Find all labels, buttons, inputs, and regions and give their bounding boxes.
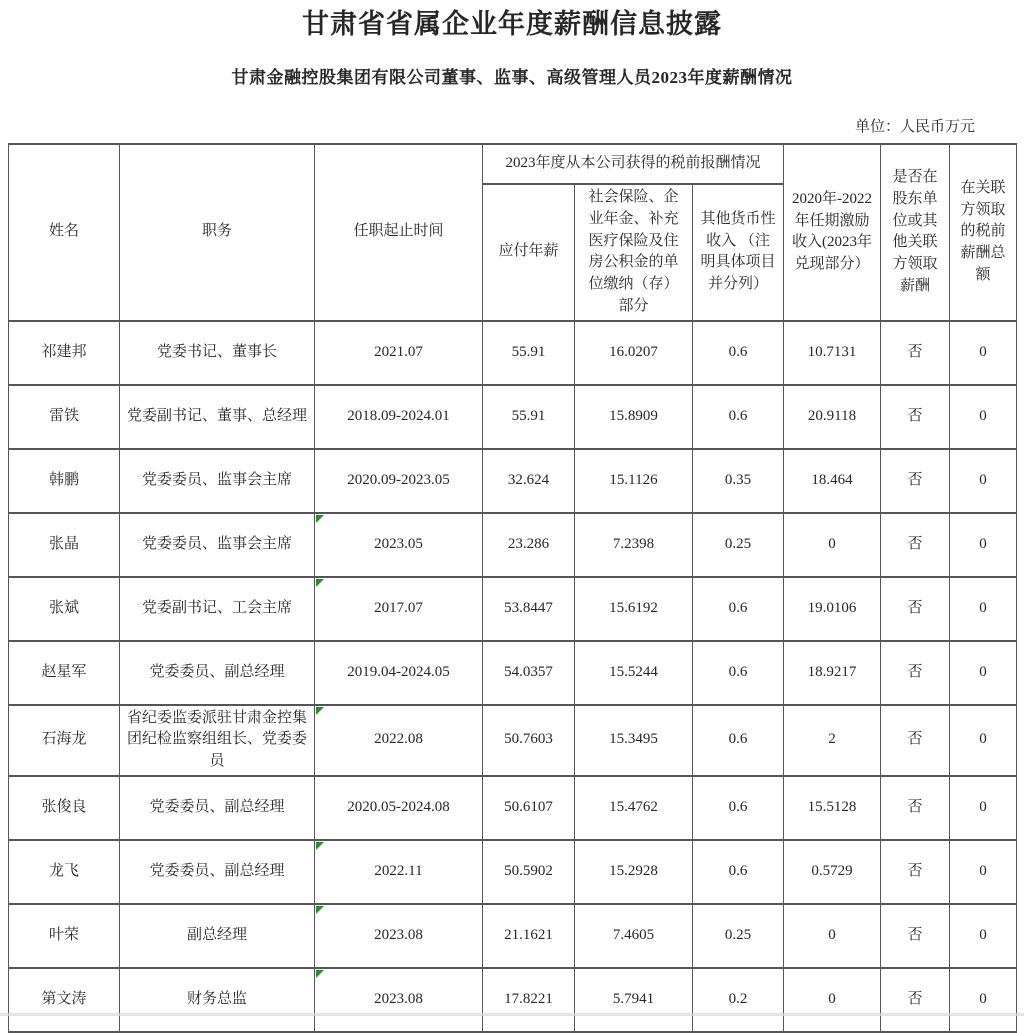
cell-insurance: 15.6192 xyxy=(575,577,693,641)
cell-position: 副总经理 xyxy=(120,904,315,968)
green-corner-icon xyxy=(316,906,324,914)
cell-related-flag: 否 xyxy=(881,705,950,776)
cell-name: 雷铁 xyxy=(9,385,120,449)
cell-position: 党委委员、副总经理 xyxy=(120,641,315,705)
cell-name: 叶荣 xyxy=(9,904,120,968)
cell-term-text: 2017.07 xyxy=(374,599,423,616)
cell-term-text: 2019.04-2024.05 xyxy=(347,663,450,680)
cell-related-total: 0 xyxy=(950,321,1017,385)
cell-insurance: 15.5244 xyxy=(575,641,693,705)
cell-position: 省纪委监委派驻甘肃金控集团纪检监察组组长、党委委员 xyxy=(120,705,315,776)
cell-salary: 21.1621 xyxy=(483,904,575,968)
cell-related-total: 0 xyxy=(950,385,1017,449)
unit-label: 单位：人民币万元 xyxy=(854,119,975,135)
header-term: 任职起止时间 xyxy=(315,144,483,321)
cell-name: 张俊良 xyxy=(9,776,120,840)
cell-other-income: 0.25 xyxy=(693,904,784,968)
table-body xyxy=(9,321,1017,1032)
cell-salary: 50.7603 xyxy=(483,705,575,776)
cell-name: 石海龙 xyxy=(9,705,120,776)
cell-related-flag: 否 xyxy=(881,641,950,705)
cell-position: 党委委员、监事会主席 xyxy=(120,449,315,513)
cell-related-total: 0 xyxy=(950,577,1017,641)
cell-related-total: 0 xyxy=(950,776,1017,840)
cell-other-income: 0.6 xyxy=(693,705,784,776)
cell-insurance: 7.2398 xyxy=(575,513,693,577)
cell-incentive: 0 xyxy=(784,513,881,577)
table-row xyxy=(9,641,1017,705)
cell-term xyxy=(315,904,483,968)
cell-insurance: 15.8909 xyxy=(575,385,693,449)
cell-name: 张晶 xyxy=(9,513,120,577)
cell-related-total: 0 xyxy=(950,904,1017,968)
green-corner-icon xyxy=(316,970,324,978)
cell-term xyxy=(315,776,483,840)
table-row xyxy=(9,705,1017,776)
cell-related-total: 0 xyxy=(950,840,1017,904)
cell-name: 龙飞 xyxy=(9,840,120,904)
cell-insurance: 15.2928 xyxy=(575,840,693,904)
cell-incentive: 0 xyxy=(784,968,881,1032)
cell-term-text: 2022.11 xyxy=(374,862,423,879)
cell-other-income: 0.6 xyxy=(693,641,784,705)
table-row xyxy=(9,904,1017,968)
cell-other-income: 0.6 xyxy=(693,840,784,904)
table-row xyxy=(9,321,1017,385)
cell-related-flag: 否 xyxy=(881,385,950,449)
cell-name: 韩鹏 xyxy=(9,449,120,513)
cell-term-text: 2022.08 xyxy=(374,731,423,748)
cell-position: 党委委员、副总经理 xyxy=(120,840,315,904)
green-corner-icon xyxy=(316,707,324,715)
cell-term xyxy=(315,968,483,1032)
header-name: 姓名 xyxy=(9,144,120,321)
cell-term xyxy=(315,385,483,449)
cell-name: 赵星军 xyxy=(9,641,120,705)
cell-related-flag: 否 xyxy=(881,776,950,840)
table-row xyxy=(9,776,1017,840)
table-row xyxy=(9,840,1017,904)
header-position: 职务 xyxy=(120,144,315,321)
cell-related-total: 0 xyxy=(950,449,1017,513)
green-corner-icon xyxy=(316,842,324,850)
header-insurance: 社会保险、企业年金、补充医疗保险及住房公积金的单位缴纳（存）部分 xyxy=(575,184,693,321)
header-related-total: 在关联方领取的税前薪酬总额 xyxy=(950,144,1017,321)
cell-term-text: 2020.09-2023.05 xyxy=(347,471,450,488)
cell-salary: 17.8221 xyxy=(483,968,575,1032)
cell-salary: 55.91 xyxy=(483,321,575,385)
cell-insurance: 7.4605 xyxy=(575,904,693,968)
cell-term xyxy=(315,513,483,577)
header-incentive: 2020年-2022年任期激励收入(2023年兑现部分） xyxy=(784,144,881,321)
cell-salary: 50.5902 xyxy=(483,840,575,904)
cell-term-text: 2023.08 xyxy=(374,926,423,943)
cell-related-flag: 否 xyxy=(881,840,950,904)
cell-incentive: 19.0106 xyxy=(784,577,881,641)
green-corner-icon xyxy=(316,579,324,587)
green-corner-icon xyxy=(316,515,324,523)
cell-incentive: 18.464 xyxy=(784,449,881,513)
cell-term xyxy=(315,705,483,776)
cell-position: 党委副书记、工会主席 xyxy=(120,577,315,641)
cell-salary: 32.624 xyxy=(483,449,575,513)
cell-term-text: 2021.07 xyxy=(374,343,423,360)
header-row-group xyxy=(9,144,1017,184)
table-header xyxy=(9,144,1017,321)
cell-related-total: 0 xyxy=(950,968,1017,1032)
cell-related-flag: 否 xyxy=(881,968,950,1032)
cell-other-income: 0.2 xyxy=(693,968,784,1032)
cell-term-text: 2023.05 xyxy=(374,535,423,552)
cell-insurance: 15.3495 xyxy=(575,705,693,776)
cell-position: 党委委员、副总经理 xyxy=(120,776,315,840)
cell-term-text: 2023.08 xyxy=(374,990,423,1007)
header-salary: 应付年薪 xyxy=(483,184,575,321)
cell-incentive: 20.9118 xyxy=(784,385,881,449)
cell-other-income: 0.35 xyxy=(693,449,784,513)
table-row xyxy=(9,449,1017,513)
cell-incentive: 15.5128 xyxy=(784,776,881,840)
cell-position: 党委副书记、董事、总经理 xyxy=(120,385,315,449)
cell-related-flag: 否 xyxy=(881,449,950,513)
page-subtitle: 甘肃金融控股集团有限公司董事、监事、高级管理人员2023年度薪酬情况 xyxy=(231,68,793,87)
cell-term xyxy=(315,641,483,705)
header-related-flag: 是否在股东单位或其他关联方领取薪酬 xyxy=(881,144,950,321)
cell-insurance: 15.4762 xyxy=(575,776,693,840)
header-other-income: 其他货币性收入 （注明具体项目并分列） xyxy=(693,184,784,321)
table-row xyxy=(9,577,1017,641)
table-row xyxy=(9,513,1017,577)
cell-related-total: 0 xyxy=(950,641,1017,705)
cell-salary: 53.8447 xyxy=(483,577,575,641)
cell-position: 党委书记、董事长 xyxy=(120,321,315,385)
cell-incentive: 0 xyxy=(784,904,881,968)
cell-name: 祁建邦 xyxy=(9,321,120,385)
cell-related-flag: 否 xyxy=(881,904,950,968)
header-2023-group: 2023年度从本公司获得的税前报酬情况 xyxy=(483,144,784,184)
cell-related-total: 0 xyxy=(950,705,1017,776)
page-title: 甘肃省省属企业年度薪酬信息披露 xyxy=(302,9,722,39)
cell-name: 第文涛 xyxy=(9,968,120,1032)
cell-insurance: 16.0207 xyxy=(575,321,693,385)
cell-other-income: 0.6 xyxy=(693,776,784,840)
cell-term xyxy=(315,840,483,904)
cell-incentive: 0.5729 xyxy=(784,840,881,904)
cell-related-total: 0 xyxy=(950,513,1017,577)
cell-incentive: 18.9217 xyxy=(784,641,881,705)
cell-salary: 50.6107 xyxy=(483,776,575,840)
cell-other-income: 0.6 xyxy=(693,385,784,449)
salary-table xyxy=(8,143,1017,1033)
cell-salary: 23.286 xyxy=(483,513,575,577)
cell-insurance: 5.7941 xyxy=(575,968,693,1032)
table-row xyxy=(9,385,1017,449)
cell-salary: 54.0357 xyxy=(483,641,575,705)
table-row xyxy=(9,968,1017,1032)
cell-incentive: 2 xyxy=(784,705,881,776)
cell-other-income: 0.6 xyxy=(693,321,784,385)
cell-salary: 55.91 xyxy=(483,385,575,449)
cell-related-flag: 否 xyxy=(881,513,950,577)
cell-incentive: 10.7131 xyxy=(784,321,881,385)
cell-term xyxy=(315,449,483,513)
cell-term xyxy=(315,577,483,641)
cell-related-flag: 否 xyxy=(881,577,950,641)
cell-insurance: 15.1126 xyxy=(575,449,693,513)
cell-term xyxy=(315,321,483,385)
cell-related-flag: 否 xyxy=(881,321,950,385)
cell-name: 张斌 xyxy=(9,577,120,641)
cell-term-text: 2020.05-2024.08 xyxy=(347,798,450,815)
cell-other-income: 0.6 xyxy=(693,577,784,641)
cell-position: 财务总监 xyxy=(120,968,315,1032)
cell-term-text: 2018.09-2024.01 xyxy=(347,407,450,424)
cell-other-income: 0.25 xyxy=(693,513,784,577)
cell-position: 党委委员、监事会主席 xyxy=(120,513,315,577)
